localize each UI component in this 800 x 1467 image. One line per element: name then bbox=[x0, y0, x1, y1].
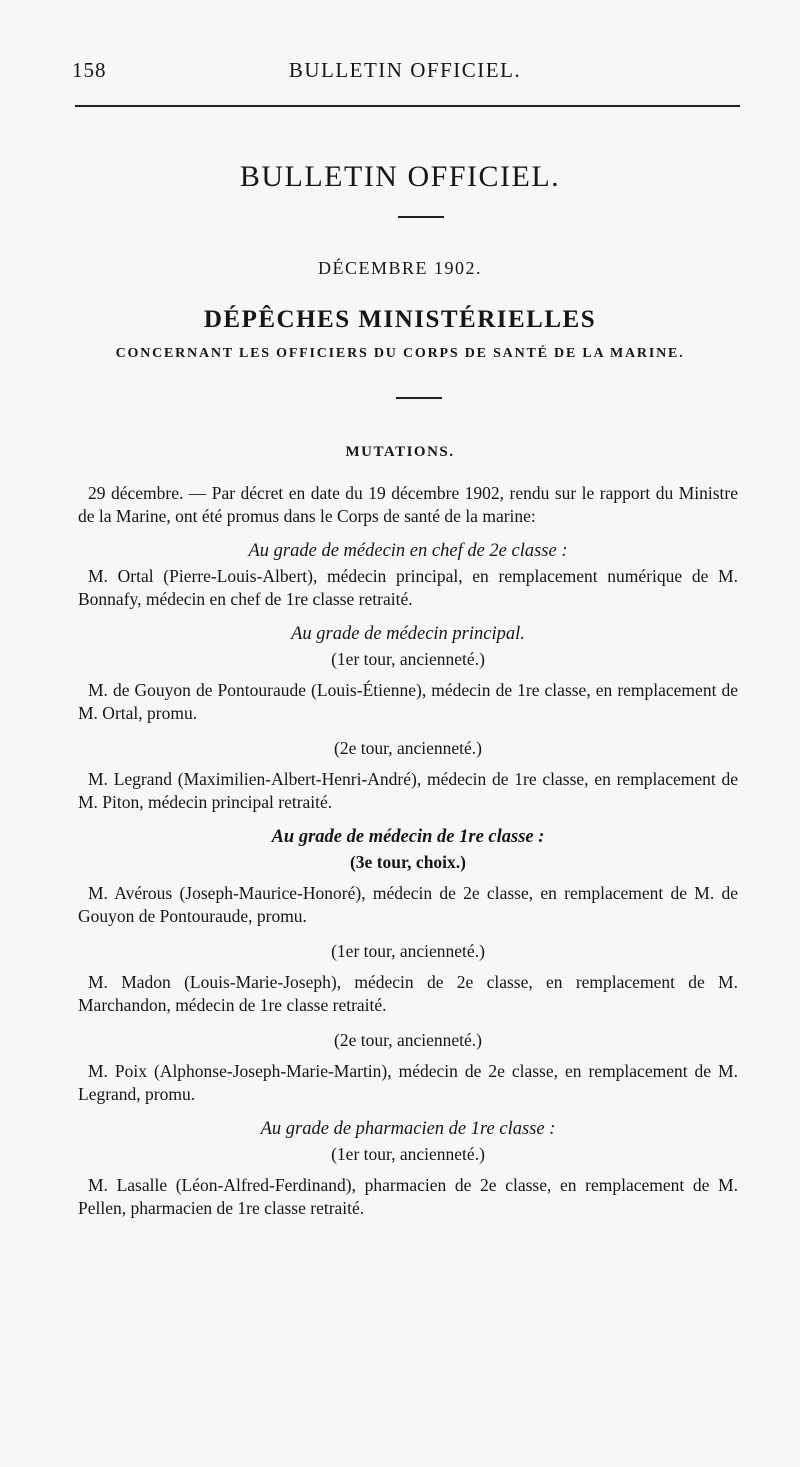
promotion-entry: M. Avérous (Joseph-Maurice-Honoré), médecin de 2e classe, en remplacement de M. de Gouyon de Pontouraude, promu. bbox=[78, 883, 738, 926]
page-number: 158 bbox=[72, 58, 107, 82]
promotion-entry: M. Legrand (Maximilien-Albert-Henri-André), médecin de 1re classe, en remplacement de M. Piton, médecin principal retraité. bbox=[78, 769, 738, 812]
intro-paragraph: 29 décembre. — Par décret en date du 19 décembre 1902, rendu sur le rapport du Ministre de la Marine, ont été promus dans le Corps de santé de la marine: bbox=[78, 483, 738, 526]
promotion-entry: M. Madon (Louis-Marie-Joseph), médecin de 2e classe, en remplacement de M. Marchandon, médecin de 1re classe retraité. bbox=[78, 972, 738, 1015]
promotion-entry: M. de Gouyon de Pontouraude (Louis-Étienne), médecin de 1re classe, en remplacement de M. Ortal, promu. bbox=[78, 680, 738, 723]
tour-note: (1er tour, ancienneté.) bbox=[331, 649, 485, 669]
grade-heading: Au grade de médecin principal. bbox=[291, 624, 525, 644]
tour-note: (2e tour, ancienneté.) bbox=[334, 738, 482, 758]
running-title: BULLETIN OFFICIEL. bbox=[288, 58, 522, 82]
section-title: DÉPÊCHES MINISTÉRIELLES bbox=[203, 306, 597, 333]
mutations-heading: MUTATIONS. bbox=[345, 444, 455, 460]
grade-heading: Au grade de pharmacien de 1re classe : bbox=[260, 1119, 556, 1139]
section-rule bbox=[396, 397, 442, 399]
header-rule bbox=[75, 105, 740, 107]
promotion-entry: M. Lasalle (Léon-Alfred-Ferdinand), pharmacien de 2e classe, en remplacement de M. Pellen, pharmacien de 1re classe retraité. bbox=[78, 1175, 738, 1218]
tour-note: (3e tour, choix.) bbox=[349, 852, 466, 872]
body-text bbox=[78, 482, 738, 1232]
section-subtitle: CONCERNANT LES OFFICIERS DU CORPS DE SANTÉ DE LA MARINE. bbox=[115, 346, 685, 361]
tour-note: (1er tour, ancienneté.) bbox=[331, 1144, 485, 1164]
tour-note: (2e tour, ancienneté.) bbox=[334, 1030, 482, 1050]
tour-note: (1er tour, ancienneté.) bbox=[331, 941, 485, 961]
grade-heading: Au grade de médecin de 1re classe : bbox=[271, 827, 545, 847]
issue-date: DÉCEMBRE 1902. bbox=[317, 258, 482, 278]
promotion-entry: M. Ortal (Pierre-Louis-Albert), médecin principal, en remplacement numérique de M. Bonnafy, médecin en chef de 1re classe retraité. bbox=[78, 566, 738, 609]
document-title: BULLETIN OFFICIEL. bbox=[239, 160, 561, 193]
promotion-entry: M. Poix (Alphonse-Joseph-Marie-Martin), médecin de 2e classe, en remplacement de M. Legrand, promu. bbox=[78, 1061, 738, 1104]
grade-heading: Au grade de médecin en chef de 2e classe : bbox=[248, 541, 568, 561]
title-rule bbox=[398, 216, 444, 218]
